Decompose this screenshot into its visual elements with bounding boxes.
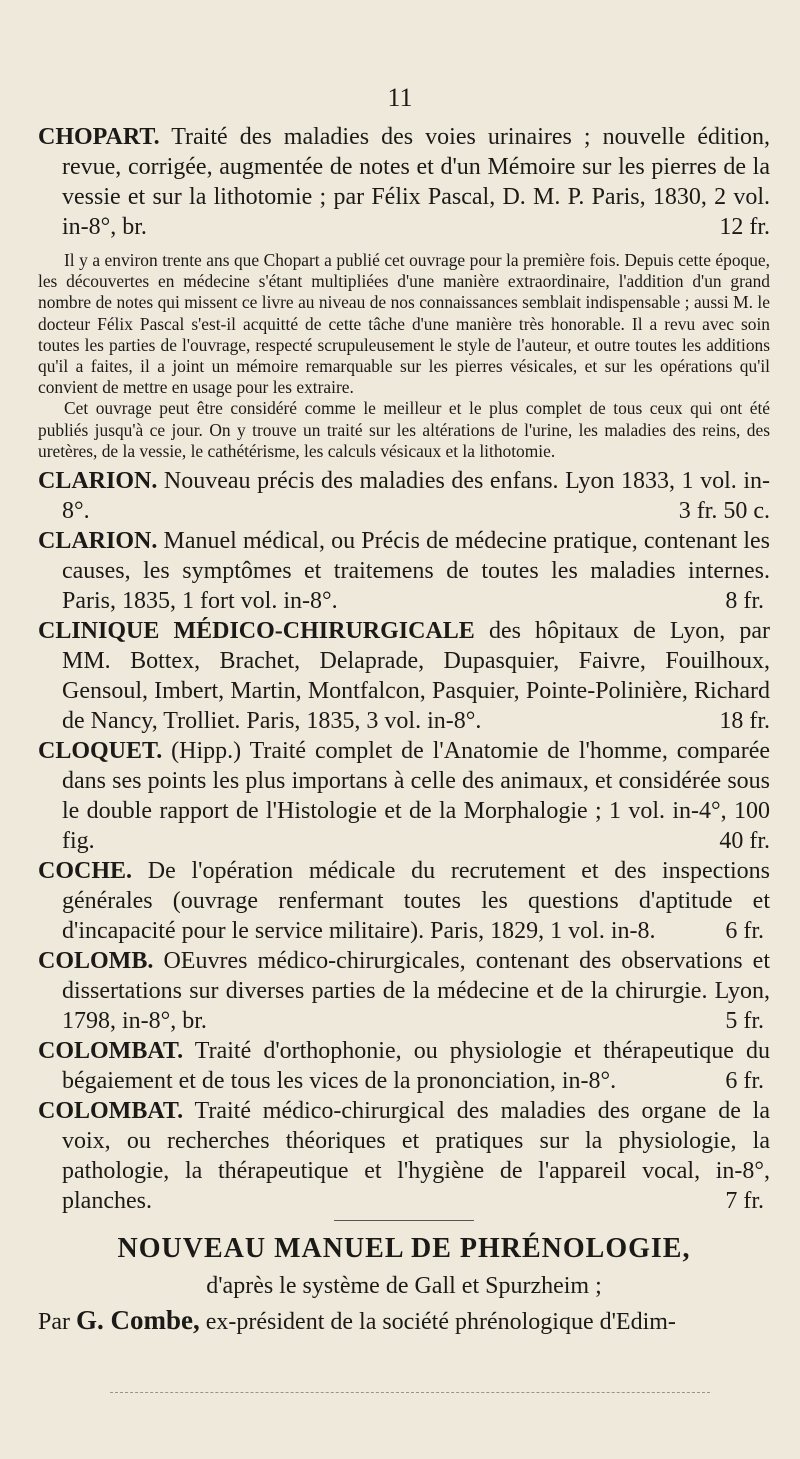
catalog-entry (38, 122, 770, 242)
advert-byline (38, 1303, 770, 1339)
entry-text: Traité d'orthophonie, ou physiologie et thérapeutique du bégaiement et de tous les vices de la prononciation, in-8°. (62, 1038, 770, 1095)
catalog-entry (38, 466, 770, 526)
entry-author: CLARION. (38, 528, 158, 555)
entry-price: 6 fr. (725, 918, 764, 945)
advert-title: NOUVEAU MANUEL DE PHRÉNOLOGIE, (117, 1233, 691, 1265)
entry-author: COCHE. (38, 858, 133, 885)
entry-author: CLARION. (38, 468, 158, 495)
entry-author: COLOMBAT. (38, 1098, 184, 1125)
entry-text: (Hipp.) Traité complet de l'Anatomie de l'homme, comparée dans ses points les plus importans à celle des animaux, et considérée sous le double rapport de l'Histologie et de la Morphalogie ; 1 vol. in-4°, 100 fig. (62, 738, 770, 855)
entry-text: Traité des maladies des voies urinaires ; nouvelle édition, revue, corrigée, augmentée de notes et d'un Mémoire sur les pierres de la vessie et sur la lithotomie ; par Félix Pascal, D. M. P. Paris, 1830, 2 vol. in-8°, br. (62, 124, 770, 240)
entry-text: OEuvres médico-chirurgicales, contenant des observations et dissertations sur diverses parties de la médecine et de la chirurgie. Lyon, 1798, in-8°, br. (62, 948, 771, 1035)
advert-by-suffix: ex-président de la société phrénologique d'Edim- (205, 1309, 676, 1336)
entry-price: 7 fr. (725, 1188, 764, 1215)
entry-note: Cet ouvrage peut être considéré comme le meilleur et le plus complet de tous ceux qui ont été publiés jusqu'à ce jour. On y trouve un traité sur les altérations de l'urine, les maladies des reins, des uretères, de la vessie, le cathétérisme, les calculs vésicaux et la lithotomie. (38, 398, 770, 461)
advert-subtitle: d'après le système de Gall et Spurzheim ; (206, 1273, 602, 1300)
catalog-entry (38, 526, 770, 616)
entry-price: 6 fr. (725, 1068, 764, 1095)
entry-author: CLINIQUE MÉDICO-CHIRURGICALE (38, 618, 475, 645)
catalog-entry (38, 1096, 770, 1216)
entry-price: 5 fr. (725, 1008, 764, 1035)
entry-author: CHOPART. (38, 124, 160, 150)
entry-author: CLOQUET. (38, 738, 163, 765)
page-number: 11 (387, 83, 413, 112)
catalog-entry (38, 946, 770, 1036)
page-body (38, 78, 770, 1339)
catalog-entry (38, 736, 770, 856)
entry-price: 12 fr. (719, 214, 770, 240)
bottom-rule (110, 1392, 710, 1393)
entry-note: Il y a environ trente ans que Chopart a publié cet ouvrage pour la première fois. Depuis cette époque, les découvertes en médecine s'étant multipliées d'une manière extraordinaire, l'addition d'un grand nombre de notes qui missent ce livre au niveau de nos connaissances semblait indispensable ; aussi M. le docteur Félix Pascal s'est-il acquitté de cette tâche d'une manière très honorable. Il a revu avec soin toutes les parties de l'ouvrage, respecté scrupuleusement le style de l'auteur, et outre toutes les additions qu'il a faites, il a joint un mémoire remarquable sur les pierres vésicales, et sur les opérations qu'il convient de mettre en usage pour les extraire. (38, 250, 770, 398)
entry-text: des hôpitaux de Lyon, par MM. Bottex, Brachet, Delaprade, Dupasquier, Faivre, Fouilhoux, Gensoul, Imbert, Martin, Montfalcon, Pasquier, Pointe-Polinière, Richard de Nancy, Trolliet. Paris, 1835, 3 vol. in-8°. (62, 618, 770, 735)
catalog-entry (38, 856, 770, 946)
entry-price: 40 fr. (719, 828, 770, 855)
entry-price: 8 fr. (725, 588, 764, 615)
entry-price: 18 fr. (719, 708, 770, 735)
entry-text: De l'opération médicale du recrutement et des inspections générales (ouvrage renfermant toutes les questions d'aptitude et d'incapacité pour le service militaire). Paris, 1829, 1 vol. in-8. (62, 858, 770, 945)
entry-text: Traité médico-chirurgical des maladies des organe de la voix, ou recherches théoriques et pratiques sur la physiologie, la pathologie, la thérapeutique et l'hygiène de l'appareil vocal, in-8°, planches. (62, 1098, 770, 1215)
section-divider (334, 1220, 474, 1221)
entry-author: COLOMBAT. (38, 1038, 184, 1065)
advert-author: G. Combe, (76, 1305, 200, 1336)
catalog-entry (38, 1036, 770, 1096)
advert-by-prefix: Par (38, 1309, 70, 1336)
entry-text: Nouveau précis des maladies des enfans. Lyon 1833, 1 vol. in-8°. (62, 468, 771, 525)
entry-author: COLOMB. (38, 948, 154, 975)
entry-text: Manuel médical, ou Précis de médecine pratique, contenant les causes, les symptômes et traitemens de toutes les maladies internes. Paris, 1835, 1 fort vol. in-8°. (62, 528, 770, 615)
entry-price: 3 fr. 50 c. (678, 498, 770, 525)
catalog-entry (38, 616, 770, 736)
